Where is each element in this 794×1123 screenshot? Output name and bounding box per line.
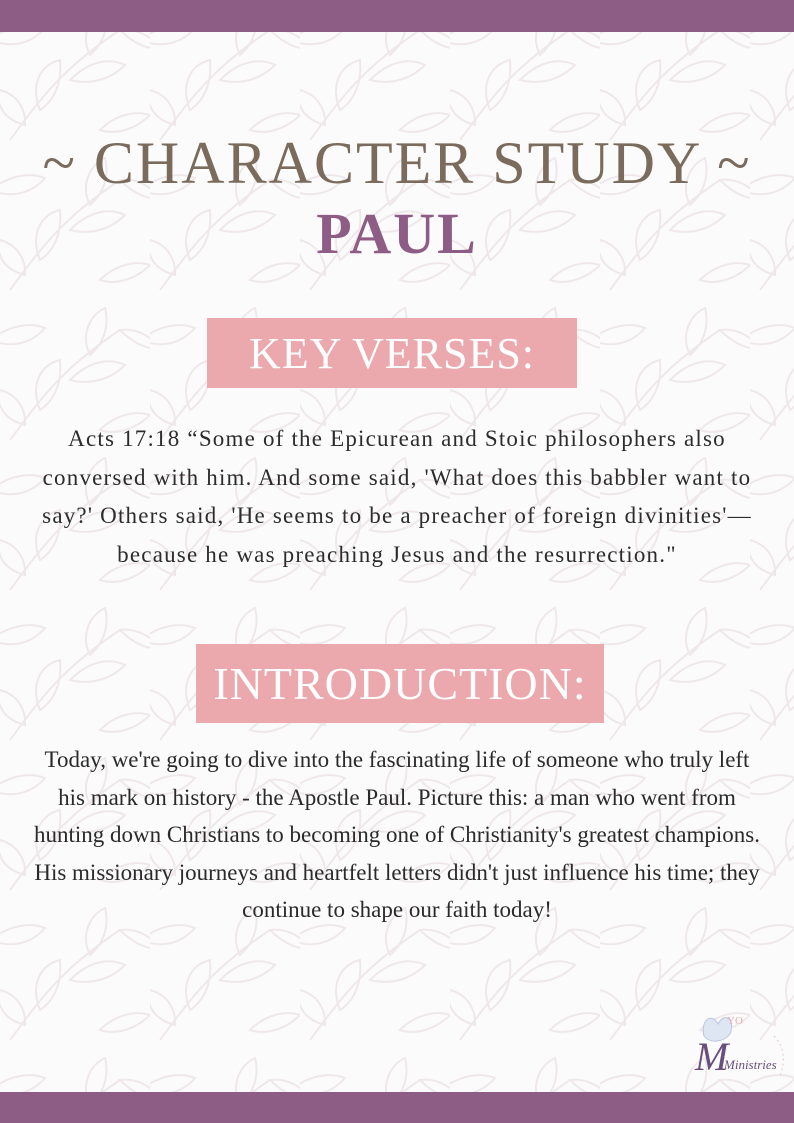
svg-text:M: M	[695, 1034, 729, 1079]
logo-text: Ministries	[724, 1057, 777, 1072]
introduction-text: Today, we're going to dive into the fascinating life of someone who truly left his mark on history - the Apostle Paul. Picture this: a man who went from hunting down Christians to becoming one of Christianity's greatest champions. His missionary journeys and heartfelt letters didn't just influence his time; they continue to shape our faith today!	[34, 747, 760, 923]
logo-letters: YO	[727, 1015, 743, 1027]
introduction-heading: INTRODUCTION:	[196, 644, 604, 723]
character-name: PAUL	[316, 201, 478, 266]
ministries-logo	[694, 1006, 786, 1086]
top-border-band	[0, 0, 794, 32]
key-verse-text: Acts 17:18 “Some of the Epicurean and Stoic philosophers also conversed with him. And some said, 'What does this babbler want to say?' Others said, 'He seems to be a preacher of foreign divinities'—because he was preaching Jesus and the resurrection."	[42, 426, 752, 567]
page-title: ~ CHARACTER STUDY ~	[42, 130, 752, 196]
key-verses-heading: KEY VERSES:	[207, 318, 577, 388]
bottom-border-band	[0, 1092, 794, 1123]
